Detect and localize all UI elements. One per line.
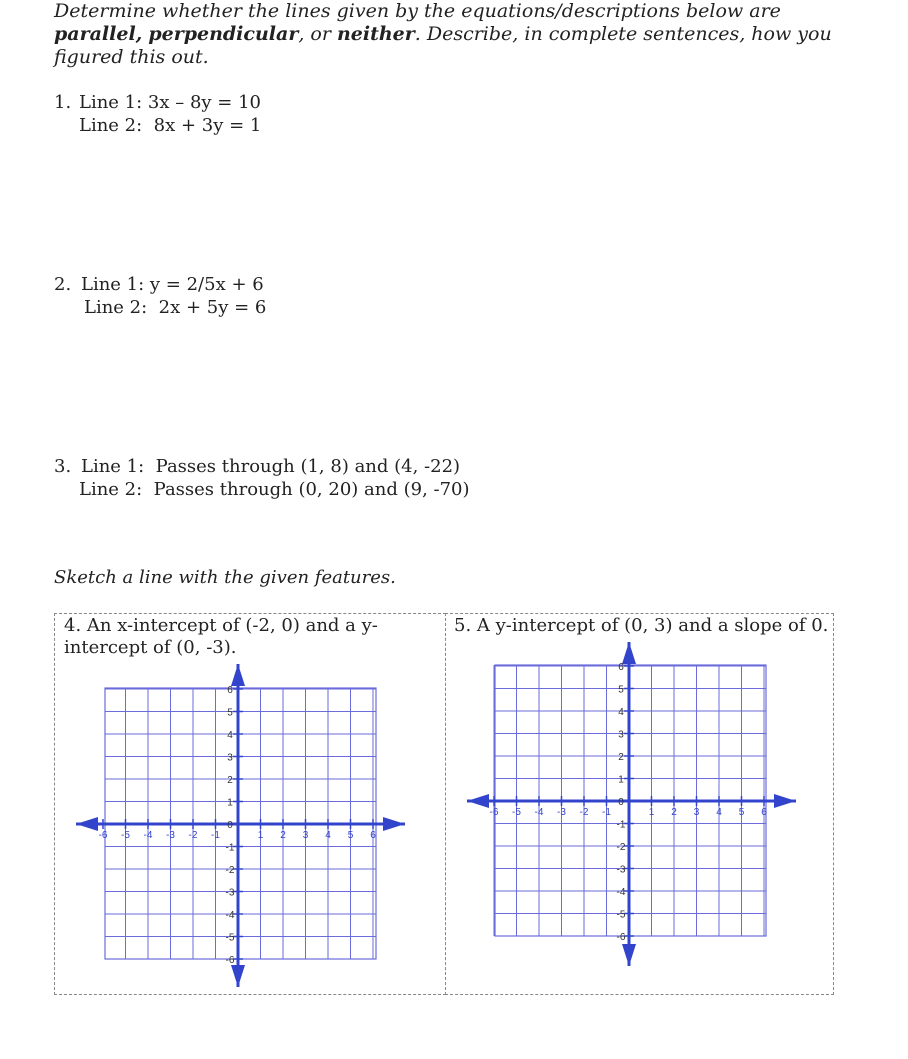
sketch-problem-title-cont: intercept of (0, -3). xyxy=(64,637,237,658)
y-tick-label: 4 xyxy=(227,730,233,741)
x-tick-label: 1 xyxy=(648,807,655,818)
x-tick-label: -4 xyxy=(534,807,544,818)
x-tick-label: 5 xyxy=(738,807,745,818)
x-tick-label: -2 xyxy=(579,807,589,818)
arrow-right-icon xyxy=(774,794,796,808)
x-tick-label: -3 xyxy=(557,807,566,818)
x-tick-label: 6 xyxy=(370,830,376,841)
arrow-down-icon xyxy=(622,944,636,966)
x-tick-label: 2 xyxy=(280,830,286,841)
instructions-text: Determine whether the lines given by the equations/descriptions below are xyxy=(54,0,781,22)
y-tick-label: 1 xyxy=(227,797,233,809)
y-tick-label: 0 xyxy=(227,820,233,831)
problem-number: 3. xyxy=(54,456,72,477)
x-tick-label: 1 xyxy=(257,830,264,841)
keyword-neither: neither xyxy=(336,23,415,45)
y-tick-label: 6 xyxy=(227,685,233,696)
arrow-left-icon xyxy=(76,817,98,831)
instructions-tail: . Describe, in complete sentences, how you figured this out. xyxy=(54,23,832,68)
sketch-problem-title: 4. An x-intercept of (-2, 0) and a y- xyxy=(64,615,378,636)
arrow-up-icon xyxy=(231,664,245,686)
x-tick-label: -6 xyxy=(98,830,108,841)
problem-line-2: Line 2: 2x + 5y = 6 xyxy=(84,297,267,318)
x-tick-label: -4 xyxy=(143,830,153,841)
y-tick-label: 2 xyxy=(227,775,233,786)
y-tick-label: 4 xyxy=(618,707,624,718)
keyword-perpendicular: perpendicular xyxy=(148,23,299,45)
problem-line-1: Line 1: y = 2/5x + 6 xyxy=(81,274,264,295)
y-tick-label: -2 xyxy=(225,865,235,876)
y-tick-label: -3 xyxy=(616,864,626,876)
arrow-left-icon xyxy=(467,794,489,808)
sketch-heading: Sketch a line with the given features. xyxy=(54,567,396,588)
y-tick-label: -6 xyxy=(616,932,626,943)
x-tick-label: -5 xyxy=(121,830,130,841)
y-tick-label: 2 xyxy=(618,752,624,763)
coordinate-grid-4[interactable] xyxy=(76,664,405,987)
y-tick-label: 0 xyxy=(618,797,624,808)
y-tick-label: -4 xyxy=(225,910,235,921)
y-tick-label: -2 xyxy=(616,842,626,853)
x-tick-label: 3 xyxy=(693,807,700,818)
problem-number: 1. xyxy=(54,92,72,113)
x-tick-label: -2 xyxy=(188,830,198,841)
x-tick-label: -3 xyxy=(166,830,175,841)
x-tick-label: -5 xyxy=(512,807,521,818)
problem-line-1: Line 1: Passes through (1, 8) and (4, -22) xyxy=(81,456,461,477)
y-tick-label: 6 xyxy=(618,662,624,673)
arrow-right-icon xyxy=(383,817,405,831)
y-tick-label: -4 xyxy=(616,887,626,898)
y-tick-label: 5 xyxy=(618,684,624,696)
x-tick-label: 5 xyxy=(347,830,354,841)
x-tick-label: -1 xyxy=(211,830,220,841)
y-tick-label: -6 xyxy=(225,955,235,966)
problem-line-1: Line 1: 3x – 8y = 10 xyxy=(79,92,262,113)
keyword-parallel: parallel, xyxy=(54,23,143,45)
y-tick-label: 3 xyxy=(227,752,233,764)
problem-line-2: Line 2: 8x + 3y = 1 xyxy=(79,115,262,136)
y-tick-label: -3 xyxy=(225,887,235,899)
y-tick-label: -1 xyxy=(616,819,626,831)
y-tick-label: -5 xyxy=(225,932,235,944)
problem-line-2: Line 2: Passes through (0, 20) and (9, -70) xyxy=(79,479,470,500)
x-tick-label: 2 xyxy=(671,807,677,818)
arrow-down-icon xyxy=(231,965,245,987)
coordinate-grid-5[interactable] xyxy=(467,642,796,966)
arrow-up-icon xyxy=(622,642,636,664)
y-tick-label: 1 xyxy=(618,774,624,786)
y-tick-label: 3 xyxy=(618,729,624,741)
x-tick-label: 3 xyxy=(302,830,309,841)
sketch-problem-title: 5. A y-intercept of (0, 3) and a slope of 0. xyxy=(454,615,829,636)
x-tick-label: 4 xyxy=(716,807,722,818)
x-tick-label: -6 xyxy=(489,807,499,818)
y-tick-label: -5 xyxy=(616,909,626,921)
y-tick-label: -1 xyxy=(225,842,235,854)
x-tick-label: 6 xyxy=(761,807,767,818)
x-tick-label: 4 xyxy=(325,830,331,841)
y-tick-label: 5 xyxy=(227,707,233,719)
problem-number: 2. xyxy=(54,274,72,295)
instructions-or: , or xyxy=(298,23,337,45)
x-tick-label: -1 xyxy=(602,807,611,818)
